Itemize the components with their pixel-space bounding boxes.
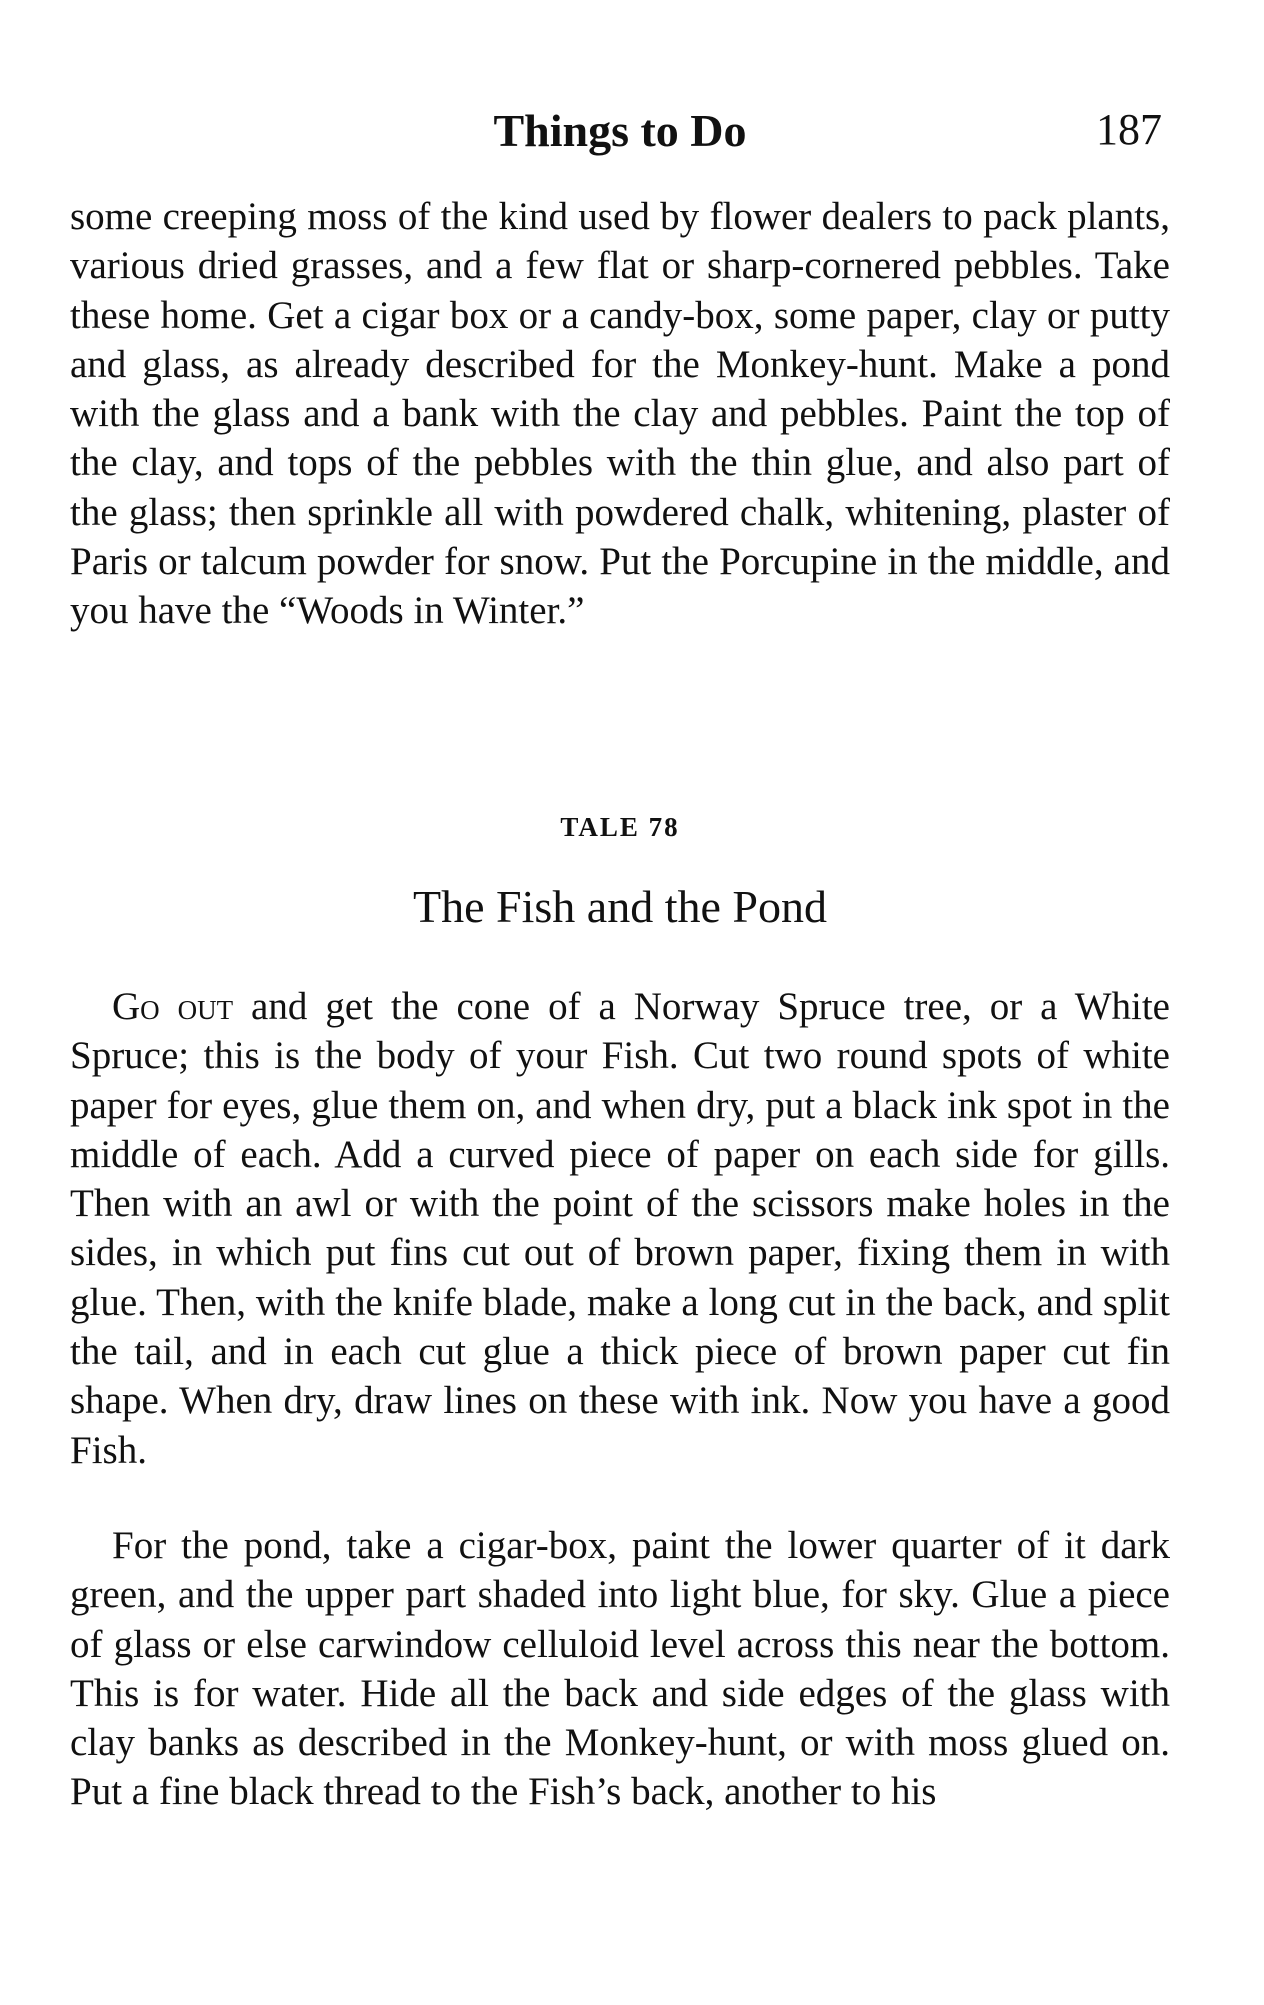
running-header xyxy=(70,100,1180,170)
page-number: 187 xyxy=(1096,105,1162,154)
paragraph-continued: some creeping moss of the kind used by flower dealers to pack plants, various dried grasses, and a few flat or sharp-cornered pebbles. Take these home. Get a cigar box or a candy-box, some paper, clay or putty and glass, as already described for the Monkey-hunt. Make a pond with the glass and a bank with the clay and pebbles. Paint the top of the clay, and tops of the pebbles with the thin glue, and also part of the glass; then sprinkle all with powdered chalk, whitening, plaster of Paris or talcum powder for snow. Put the Porcupine in the middle, and you have the “Woods in Winter.” xyxy=(70,195,1170,633)
chapter-title: The Fish and the Pond xyxy=(413,881,827,932)
paragraph-pond: For the pond, take a cigar-box, paint the lower quarter of it dark green, and the upper part shaded into light blue, for sky. Glue a piece of glass or else carwindow celluloid level across this near the bottom. This is for water. Hide all the back and side edges of the glass with clay banks as described in the Monkey-hunt, or with moss glued on. Put a fine black thread to the Fish’s back, another to his xyxy=(70,1524,1170,1814)
paragraph-fish xyxy=(70,982,1170,1475)
tale-label: TALE 78 xyxy=(560,812,680,842)
paragraph-fish-body: and get the cone of a Norway Spruce tree, or a White Spruce; this is the body of your Fish. Cut two round spots of white paper for eyes, glue them on, and when dry, put a black ink spot in the middle of each. Add a curved piece of paper on each side for gills. Then with an awl or with the point of the scissors make holes in the sides, in which put fins cut out of brown paper, fixing them in with glue. Then, with the knife blade, make a long cut in the back, and split the tail, and in each cut glue a thick piece of brown paper cut fin shape. When dry, draw lines on these with ink. Now you have a good Fish. xyxy=(70,985,1170,1472)
running-title: Things to Do xyxy=(493,105,747,156)
paragraph-lead-smallcaps: Go out xyxy=(112,985,234,1028)
